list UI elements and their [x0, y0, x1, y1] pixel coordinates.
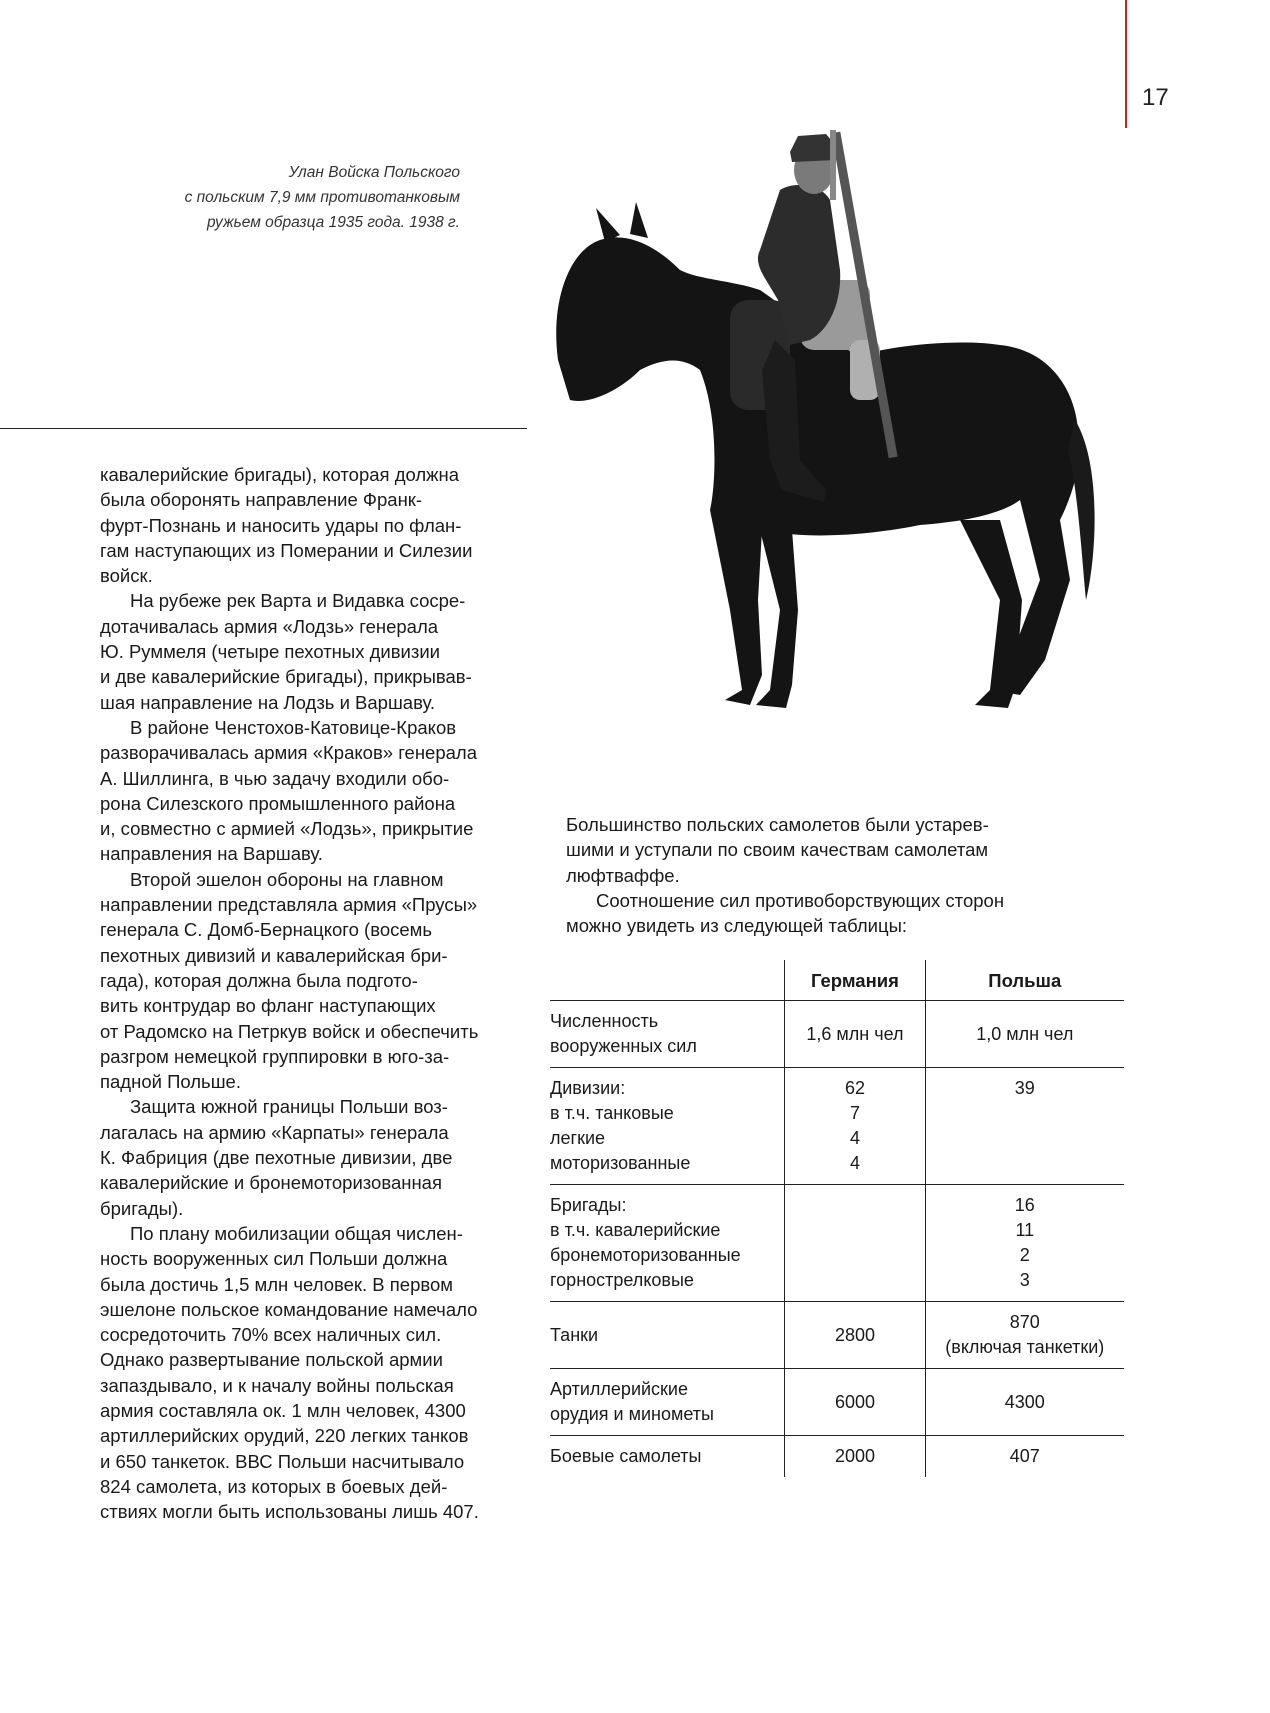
germany-value: 2000 — [785, 1436, 925, 1478]
text-line: вить контрудар во фланг наступающих — [100, 995, 436, 1017]
row-label: Дивизии: в т.ч. танковые легкие моторизованные — [550, 1068, 785, 1185]
rifle-scope — [830, 130, 836, 200]
text-line: эшелоне польское командование намечало — [100, 1298, 478, 1320]
text-line: 824 самолета, из которых в боевых дей- — [100, 1475, 448, 1497]
text-line: падной Польше. — [100, 1071, 241, 1093]
caption-line: Улан Войска Польского — [288, 164, 460, 181]
text-line: рона Силезского промышленного района — [100, 792, 456, 814]
text-line: генерала С. Домб-Бернацкого (восемь — [100, 919, 433, 941]
text-line: от Радомско на Петркув войск и обеспечить — [100, 1020, 479, 1042]
poland-value: 39 — [925, 1068, 1124, 1185]
row-label: Бригады: в т.ч. кавалерийские бронемоторизованные горнострелковые — [550, 1185, 785, 1302]
table-row — [550, 1302, 1124, 1369]
table-row — [550, 1001, 1124, 1068]
horse-ear — [630, 202, 648, 238]
text-line: армия составляла ок. 1 млн человек, 4300 — [100, 1399, 466, 1421]
photo-caption — [100, 160, 460, 235]
text-line: К. Фабриция (две пехотные дивизии, две — [100, 1147, 453, 1169]
text-line: На рубеже рек Варта и Видавка сосре- — [130, 590, 466, 612]
text-line: люфтваффе. — [566, 864, 680, 886]
poland-value: 407 — [925, 1436, 1124, 1478]
table-header-row — [550, 960, 1124, 1001]
row-label: Численность вооруженных сил — [550, 1001, 785, 1068]
horse-tail — [1068, 420, 1095, 600]
table-row — [550, 1185, 1124, 1302]
text-line: ствиях могли быть использованы лишь 407. — [100, 1501, 479, 1523]
text-line: шими и уступали по своим качествам самолетам — [566, 839, 989, 861]
horse-ear — [596, 208, 620, 242]
text-line: артиллерийских орудий, 220 легких танков — [100, 1425, 469, 1447]
germany-value: 2800 — [785, 1302, 925, 1369]
table-row — [550, 1369, 1124, 1436]
text-line: лагалась на армию «Карпаты» генерала — [100, 1121, 449, 1143]
text-line: шая направление на Лодзь и Варшаву. — [100, 691, 436, 713]
text-line: Второй эшелон обороны на главном — [130, 868, 444, 890]
row-label: Артиллерийские орудия и минометы — [550, 1369, 785, 1436]
text-line: запаздывало, и к началу войны польская — [100, 1374, 454, 1396]
germany-value — [785, 1185, 925, 1302]
poland-value: 4300 — [925, 1369, 1124, 1436]
table-header-empty — [550, 960, 785, 1001]
text-line: войск. — [100, 565, 153, 587]
text-line: кавалерийские бригады), которая должна — [100, 464, 460, 485]
left-text-column — [100, 462, 530, 1524]
page-marker-rule — [1125, 0, 1127, 128]
table-header-poland: Польша — [925, 960, 1124, 1001]
text-line: разгром немецкой группировки в юго-за- — [100, 1045, 450, 1067]
page-number: 17 — [1142, 84, 1169, 111]
poland-value: 870 (включая танкетки) — [925, 1302, 1124, 1369]
caption-line: с польским 7,9 мм противотанковым — [184, 189, 460, 206]
text-line: гада), которая должна была подгото- — [100, 969, 418, 991]
text-line: и две кавалерийские бригады), прикрывав- — [100, 666, 472, 688]
text-line: дотачивалась армия «Лодзь» генерала — [100, 615, 439, 637]
caption-line: ружьем образца 1935 года. 1938 г. — [206, 214, 460, 231]
right-text-column — [566, 812, 1126, 938]
text-line: была достичь 1,5 млн человек. В первом — [100, 1273, 453, 1295]
table-header-germany: Германия — [785, 960, 925, 1001]
germany-value: 1,6 млн чел — [785, 1001, 925, 1068]
cavalryman-photo — [530, 130, 1110, 770]
text-line: Соотношение сил противоборствующих сторон — [596, 889, 1005, 911]
text-line: Ю. Руммеля (четыре пехотных дивизии — [100, 641, 441, 663]
text-line: можно увидеть из следующей таблицы: — [566, 915, 908, 937]
text-line: направления на Варшаву. — [100, 843, 323, 865]
row-label: Боевые самолеты — [550, 1446, 702, 1466]
caption-divider — [0, 428, 527, 429]
text-line: кавалерийские и бронемоторизованная — [100, 1172, 442, 1194]
text-line: сосредоточить 70% всех наличных сил. — [100, 1324, 442, 1346]
germany-value: 6000 — [785, 1369, 925, 1436]
poland-value: 1,0 млн чел — [925, 1001, 1124, 1068]
horse-hind-leg — [960, 520, 1022, 708]
text-line: была оборонять направление Франк- — [100, 489, 423, 511]
text-line: разворачивалась армия «Краков» генерала — [100, 742, 478, 764]
text-line: По плану мобилизации общая числен- — [130, 1222, 463, 1244]
germany-value: 62 7 4 4 — [785, 1068, 925, 1185]
table-row — [550, 1068, 1124, 1185]
text-line: Однако развертывание польской армии — [100, 1349, 443, 1371]
text-line: направлении представляла армия «Прусы» — [100, 894, 478, 916]
poland-value: 16 11 2 3 — [925, 1185, 1124, 1302]
row-label: Танки — [550, 1302, 785, 1369]
text-line: гам наступающих из Померании и Силезии — [100, 539, 473, 561]
text-line: пехотных дивизий и кавалерийская бри- — [100, 944, 448, 966]
text-line: Большинство польских самолетов были устарев- — [566, 814, 989, 835]
text-line: В районе Ченстохов-Катовице-Краков — [130, 716, 457, 738]
forces-comparison-table — [550, 960, 1124, 1477]
text-line: ность вооруженных сил Польши должна — [100, 1248, 448, 1270]
text-line: и, совместно с армией «Лодзь», прикрытие — [100, 818, 474, 840]
table-row — [550, 1436, 1124, 1478]
text-line: Защита южной границы Польши воз- — [130, 1096, 448, 1118]
text-line: А. Шиллинга, в чью задачу входили обо- — [100, 767, 450, 789]
horse-front-leg — [756, 530, 798, 708]
text-line: и 650 танкеток. ВВС Польши насчитывало — [100, 1450, 465, 1472]
text-line: бригады). — [100, 1197, 184, 1219]
text-line: фурт-Познань и наносить удары по флан- — [100, 514, 462, 536]
